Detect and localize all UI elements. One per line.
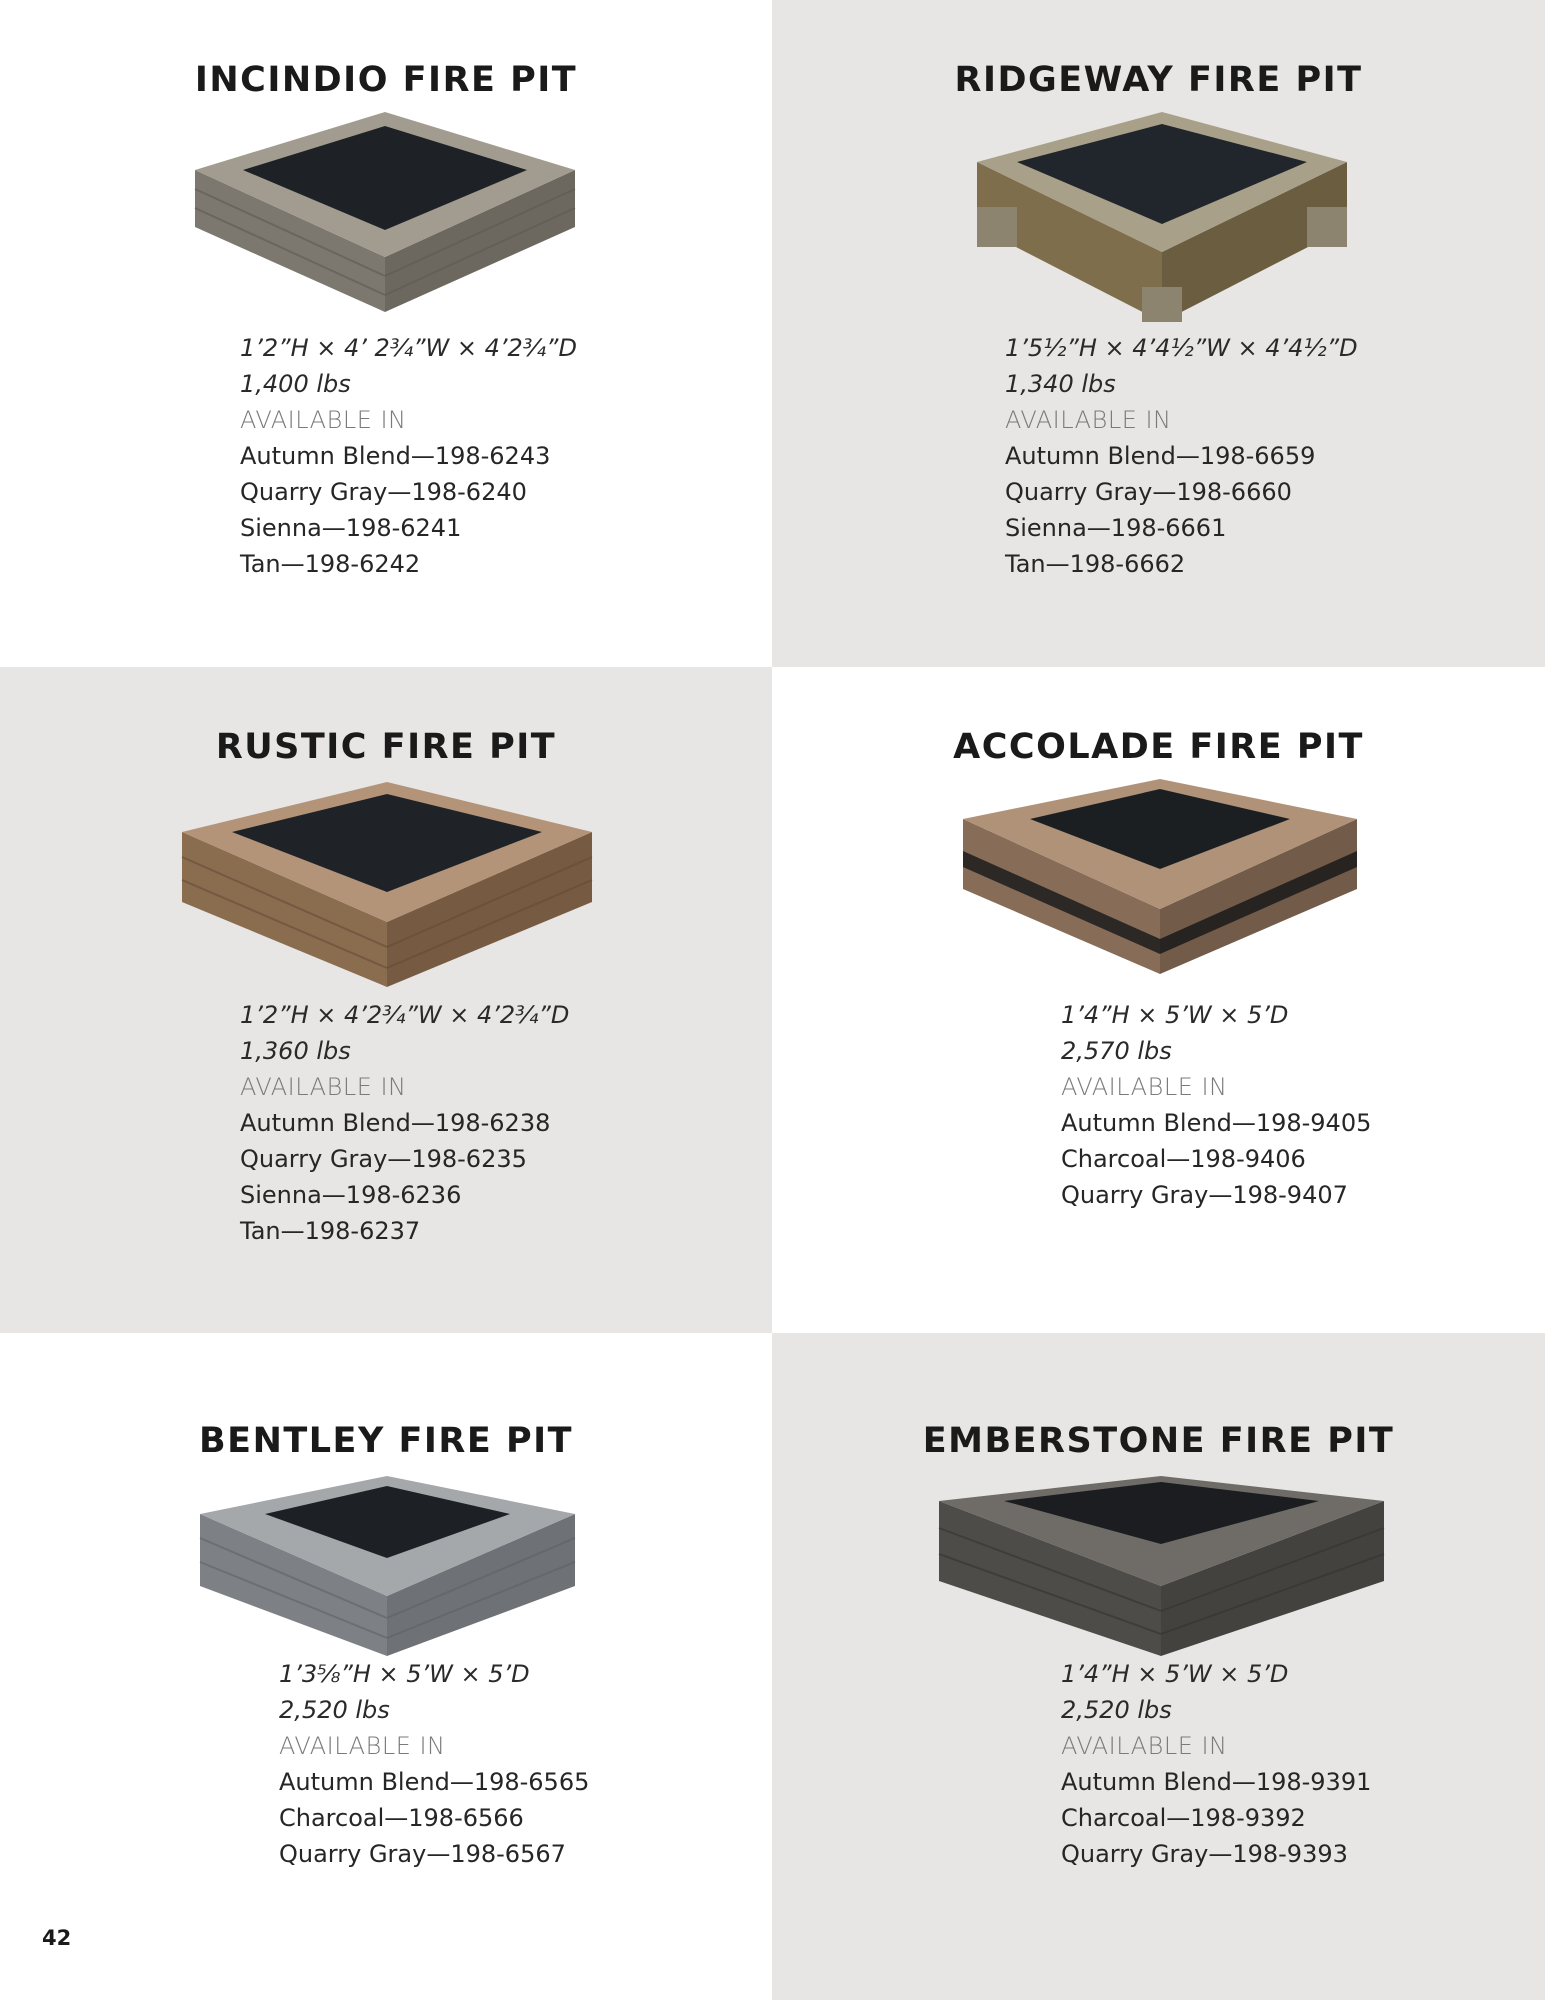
fire-pit-image [955,779,1365,974]
fire-pit-image [185,112,585,312]
color-option: Tan—198-6242 [240,550,421,578]
product-dimensions: 1’3⅝”H × 5’W × 5’D [279,1660,530,1688]
color-option: Tan—198-6662 [1005,550,1186,578]
color-option: Sienna—198-6236 [240,1181,462,1209]
product-title: EMBERSTONE FIRE PIT [922,1421,1395,1461]
product-specs [240,997,569,1249]
fire-pit-image [172,782,602,987]
product-title: ACCOLADE FIRE PIT [953,727,1364,767]
product-specs [1061,1656,1371,1872]
product-dimensions: 1’2”H × 4’2¾”W × 4’2¾”D [240,1001,570,1029]
product-title: RUSTIC FIRE PIT [215,727,557,767]
color-option: Sienna—198-6241 [240,514,462,542]
color-option: Autumn Blend—198-9391 [1061,1768,1372,1796]
fire-pit-image [195,1476,580,1656]
fire-pit-image [967,112,1357,322]
color-option: Autumn Blend—198-6243 [240,442,551,470]
available-in-label: AVAILABLE IN [1061,1732,1228,1760]
product-weight: 2,570 lbs [1061,1037,1172,1065]
color-option: Quarry Gray—198-9407 [1061,1181,1348,1209]
available-in-label: AVAILABLE IN [279,1732,446,1760]
color-option: Charcoal—198-9406 [1061,1145,1306,1173]
fire-pit-illustration [185,112,585,312]
product-specs [279,1656,589,1872]
color-option: Quarry Gray—198-6660 [1005,478,1292,506]
product-dimensions: 1’5½”H × 4’4½”W × 4’4½”D [1005,334,1358,362]
available-in-label: AVAILABLE IN [1061,1073,1228,1101]
product-card-rustic [0,667,772,1333]
color-option: Charcoal—198-9392 [1061,1804,1306,1832]
product-weight: 2,520 lbs [279,1696,390,1724]
product-card-bentley [0,1333,772,2000]
product-dimensions: 1’4”H × 5’W × 5’D [1061,1660,1289,1688]
color-option: Tan—198-6237 [240,1217,421,1245]
color-option: Sienna—198-6661 [1005,514,1227,542]
product-specs [1061,997,1371,1213]
fire-pit-illustration [195,1476,580,1656]
color-option: Quarry Gray—198-6235 [240,1145,527,1173]
product-title: RIDGEWAY FIRE PIT [954,60,1363,100]
color-option: Autumn Blend—198-6659 [1005,442,1316,470]
available-in-label: AVAILABLE IN [1005,406,1172,434]
color-option: Charcoal—198-6566 [279,1804,524,1832]
product-title: INCINDIO FIRE PIT [194,60,578,100]
product-specs [1005,330,1358,582]
product-title: BENTLEY FIRE PIT [198,1421,574,1461]
available-in-label: AVAILABLE IN [240,406,407,434]
product-card-incindio [0,0,772,667]
product-weight: 2,520 lbs [1061,1696,1172,1724]
product-weight: 1,340 lbs [1005,370,1116,398]
product-dimensions: 1’2”H × 4’ 2¾”W × 4’2¾”D [240,334,577,362]
product-weight: 1,400 lbs [240,370,351,398]
color-option: Quarry Gray—198-6240 [240,478,527,506]
fire-pit-illustration [934,1476,1389,1656]
fire-pit-illustration [172,782,602,987]
page-number: 42 [42,1926,72,1950]
color-option: Autumn Blend—198-6238 [240,1109,551,1137]
fire-pit-illustration [955,779,1365,974]
fire-pit-illustration [967,112,1357,322]
available-in-label: AVAILABLE IN [240,1073,407,1101]
fire-pit-image [934,1476,1389,1656]
color-option: Quarry Gray—198-6567 [279,1840,566,1868]
product-card-accolade [772,667,1545,1333]
product-weight: 1,360 lbs [240,1037,351,1065]
color-option: Autumn Blend—198-6565 [279,1768,590,1796]
product-dimensions: 1’4”H × 5’W × 5’D [1061,1001,1289,1029]
color-option: Quarry Gray—198-9393 [1061,1840,1348,1868]
color-option: Autumn Blend—198-9405 [1061,1109,1372,1137]
product-card-emberstone [772,1333,1545,2000]
product-specs [240,330,577,582]
product-card-ridgeway [772,0,1545,667]
